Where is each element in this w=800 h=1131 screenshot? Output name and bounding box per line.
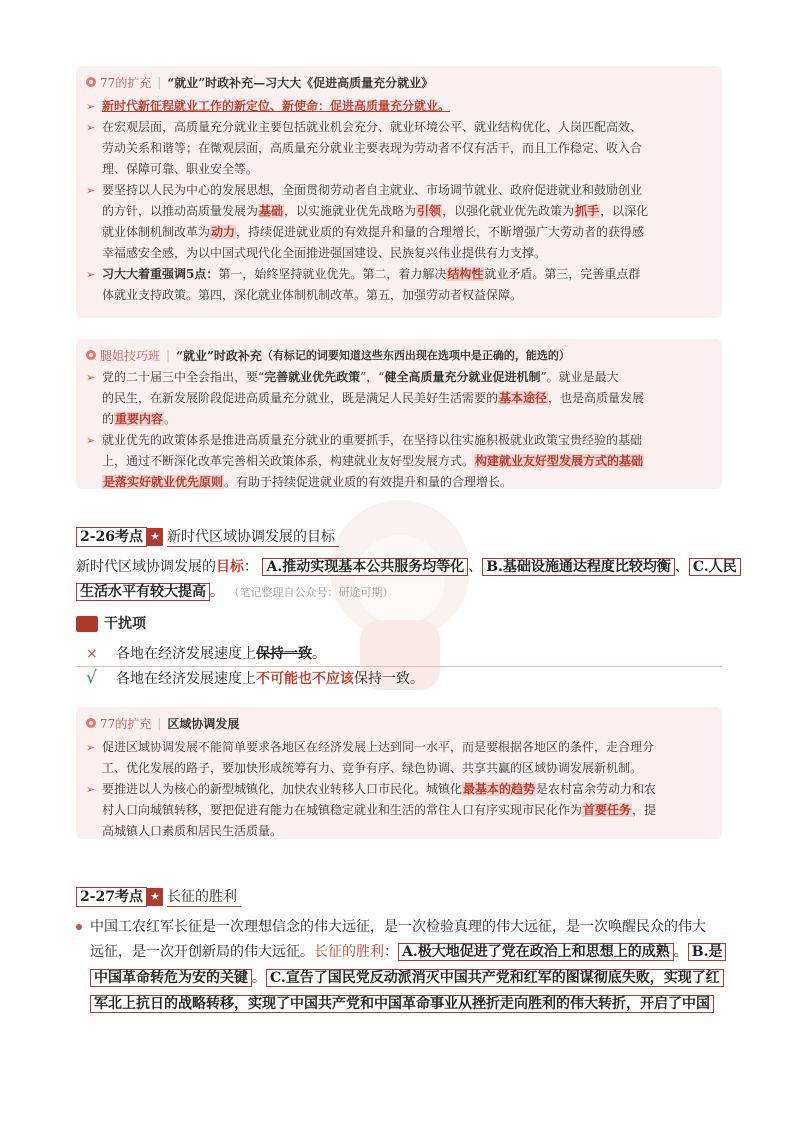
star-icon: ★ xyxy=(147,888,163,906)
highlight-term: 最基本的趋势 xyxy=(463,782,536,796)
highlight-term: 动力 xyxy=(211,225,236,239)
text: 各地在经济发展速度上 xyxy=(116,671,256,687)
location-pin-icon xyxy=(86,718,96,728)
bullet-text: 新时代新征程就业工作的新定位、新使命：促进高质量充分就业。 xyxy=(102,99,451,113)
divider: | xyxy=(157,75,162,89)
box-subtitle: （有标记的词要知道这些东西出现在选项中是正确的，能选的） xyxy=(261,349,570,362)
bullet-text: 幸福感安全感，为以中国式现代化全面推进强国建设、民族复兴伟业提供有力支撑。 xyxy=(102,246,547,260)
box-title: “就业”时政补充—习大大《促进高质量充分就业》 xyxy=(167,75,434,90)
highlight-term: 抓手 xyxy=(575,204,600,218)
bullet-text: 就业体制机制改革为 xyxy=(102,225,211,239)
bullet-text: ，提 xyxy=(632,803,657,817)
bullet-text: 是农村富余劳动力和农 xyxy=(536,782,657,796)
bullet-text: 上，通过不断深化改革完善相关政策体系，构建就业友好型发展方式。 xyxy=(102,454,475,468)
bullet-text: ”，“ xyxy=(360,370,385,384)
highlight-term: 引领 xyxy=(417,204,442,218)
distractor-title: 干扰项 xyxy=(104,616,146,632)
wrong-term: 保持一致 xyxy=(256,646,312,662)
text: ： xyxy=(244,559,258,575)
bullet-text: ”。就业是最大 xyxy=(540,370,619,384)
expansion-box-employment xyxy=(76,66,722,318)
key-term: 目标 xyxy=(216,559,244,575)
bullet-text: 党的二十届三中全会指出，要“ xyxy=(102,370,265,384)
goal-line-2: 生活水平有较大提高 。 （笔记整理自公众号：研途可期） xyxy=(76,580,393,605)
bullet-text: ，也是高质量发展 xyxy=(548,391,645,405)
answer-option-a: A.极大地促进了党在政治上和思想上的成熟 xyxy=(398,943,674,961)
expansion-box-region xyxy=(76,707,722,839)
box-tag: 77的扩充 xyxy=(100,716,152,731)
bullet-text: ，以实施就业优先战略为 xyxy=(284,204,417,218)
highlight-term: 结构性 xyxy=(447,267,484,281)
answer-option-b: B.是 xyxy=(688,943,727,961)
bullet-text: 。 xyxy=(164,412,177,426)
text: 中国工农红军长征是一次理想信念的伟大远征，是一次检验真理的伟大远征，是一次唤醒民众的伟大 xyxy=(90,919,706,935)
bullet-text: 促进区域协调发展不能简单要求各地区在经济发展上达到同一水平，而是要根据各地区的条件，走合理分 xyxy=(102,740,655,754)
bullet-text: ，持续促进就业质的有效提升和量的合理增长，不断增强广大劳动者的获得感 xyxy=(236,225,645,239)
list-item xyxy=(86,96,712,117)
clipboard-icon xyxy=(76,616,98,632)
paragraph-line xyxy=(90,992,714,1016)
location-pin-icon xyxy=(86,77,96,87)
bullet-text: 村人口向城镇转移，要把促进有能力在城镇稳定就业和生活的常住人口有序实现市民化作为 xyxy=(102,803,583,817)
box-header xyxy=(86,345,712,365)
section-name: 新时代区域协调发展的目标 xyxy=(167,528,339,547)
distractor-right xyxy=(86,666,424,691)
bullet-dot-icon xyxy=(76,924,82,930)
answer-option-c: C.人民 xyxy=(689,558,741,576)
list-item xyxy=(86,180,712,264)
list-item xyxy=(86,430,712,493)
bullet-text: 第一，始终坚持就业优先。第二，着力解决 xyxy=(218,267,447,281)
key-term: 健全高质量充分就业促进机制 xyxy=(384,370,541,384)
key-term: 完善就业优先政策 xyxy=(264,370,361,384)
text: 新时代区域协调发展的 xyxy=(76,559,216,575)
text: 远征，是一次开创新局的伟大远征。 xyxy=(90,944,314,960)
answer-option-c-cont: 军北上抗日的战略转移，实现了中国共产党和中国革命事业从挫折走向胜利的伟大转折，开启了中国 xyxy=(90,995,714,1013)
highlight-term: 是落实好就业优先原则 xyxy=(103,475,224,489)
key-term: 不可能也不应该 xyxy=(256,671,354,687)
bullet-text: 要推进以人为核心的新型城镇化，加快农业转移人口市民化。城镇化 xyxy=(102,782,463,796)
section-id: 2-27考点 xyxy=(76,887,147,907)
bullet-text: ，以强化就业优先政策为 xyxy=(442,204,575,218)
list-item xyxy=(86,117,712,180)
box-header xyxy=(86,72,712,92)
bullet-text: 的民生，在新发展阶段促进高质量充分就业，既是满足人民美好生活需要的 xyxy=(102,391,499,405)
key-term: 长征的胜利 xyxy=(314,944,384,960)
answer-option-c: C.宣告了国民党反动派消灭中国共产党和红军的图谋彻底失败，实现了红 xyxy=(266,969,724,987)
bullet-text: 的 xyxy=(102,412,115,426)
section-name: 长征的胜利 xyxy=(167,888,241,907)
text: 保持一致。 xyxy=(354,671,424,687)
text: ： xyxy=(384,944,398,960)
bullet-text: 就业矛盾。第三，完善重点群 xyxy=(484,267,641,281)
right-mark-icon: √ xyxy=(86,668,97,688)
box-tag: 腿姐技巧班 xyxy=(100,348,161,363)
source-note: （笔记整理自公众号：研途可期） xyxy=(228,586,394,599)
box-title: “就业”时政补充 xyxy=(176,348,262,363)
paragraph-line xyxy=(76,915,706,939)
bullet-text: 要坚持以人民为中心的发展思想，全面贯彻劳动者自主就业、市场调节就业、政府促进就业和鼓励创业 xyxy=(102,183,643,197)
text: 。 xyxy=(312,646,326,662)
bullet-text: 劳动关系和谐等；在微观层面，高质量充分就业主要表现为劳动者不仅有活干，而且工作稳定、收入合 xyxy=(102,141,643,155)
divider: | xyxy=(157,716,162,730)
location-pin-icon xyxy=(86,350,96,360)
bullet-text: 工、优化发展的路子，要加快形成统筹有力、竞争有序、绿色协调、共享共赢的区域协调发展新机制。 xyxy=(102,761,643,775)
bullet-text: 就业优先的政策体系是推进高质量充分就业的重要抓手，在坚持以往实施积极就业政策宝贵经验的基础 xyxy=(102,433,643,447)
wrong-mark-icon: × xyxy=(86,646,98,662)
bullet-text: 在宏观层面，高质量充分就业主要包括就业机会充分、就业环境公平、就业结构优化、人岗匹配高效、 xyxy=(102,120,643,134)
bullet-text: 体就业支持政策。第四，深化就业体制机制改革。第五，加强劳动者权益保障。 xyxy=(102,288,523,302)
highlight-term: 基本途径 xyxy=(499,391,548,405)
paragraph-line: 远征，是一次开创新局的伟大远征。长征的胜利： A.极大地促进了党在政治上和思想上的成熟 。 B.是 xyxy=(90,940,726,964)
answer-option-c-cont: 生活水平有较大提高 xyxy=(76,583,210,601)
box-header xyxy=(86,713,712,733)
distractor-wrong xyxy=(86,642,326,666)
goal-line: 新时代区域协调发展的目标： A.推动实现基本公共服务均等化 、 B.基础设施通达程度比较均衡 、 C.人民 xyxy=(76,555,741,579)
answer-option-b-cont: 中国革命转危为安的关键 xyxy=(90,969,252,987)
box-title: 区域协调发展 xyxy=(167,716,240,731)
bullet-text: 高城镇人口素质和居民生活质量。 xyxy=(102,824,283,838)
star-icon: ★ xyxy=(147,528,163,546)
highlight-term: 首要任务 xyxy=(583,803,632,817)
list-item xyxy=(86,367,712,430)
divider: | xyxy=(166,348,171,362)
bullet-text: 。有助于持续促进就业质的有效提升和量的合理增长。 xyxy=(224,475,513,489)
section-id: 2-26考点 xyxy=(76,527,147,547)
answer-option-a: A.推动实现基本公共服务均等化 xyxy=(262,558,468,576)
box-tag: 77的扩充 xyxy=(100,75,152,90)
list-item xyxy=(86,737,712,779)
highlight-term: 重要内容 xyxy=(115,412,164,426)
bullet-text: ，以深化 xyxy=(600,204,649,218)
distractor-heading xyxy=(76,612,146,636)
section-title-2-27 xyxy=(76,886,241,908)
paragraph-line: 中国革命转危为安的关键 。 C.宣告了国民党反动派消灭中国共产党和红军的图谋彻底失败，实现了红 xyxy=(90,966,724,990)
list-item xyxy=(86,779,712,842)
text: 各地在经济发展速度上 xyxy=(116,646,256,662)
bullet-lead: 习大大着重强调5点： xyxy=(102,267,219,281)
list-item xyxy=(86,264,712,306)
bullet-text: 理、保障可靠、职业安全等。 xyxy=(102,162,259,176)
section-title-2-26 xyxy=(76,526,339,548)
highlight-term: 构建就业友好型发展方式的基础 xyxy=(475,454,644,468)
answer-option-b: B.基础设施通达程度比较均衡 xyxy=(482,558,675,576)
bullet-text: 的方针，以推动高质量发展为 xyxy=(102,204,259,218)
tips-box-employment xyxy=(76,339,722,489)
highlight-term: 基础 xyxy=(259,204,284,218)
